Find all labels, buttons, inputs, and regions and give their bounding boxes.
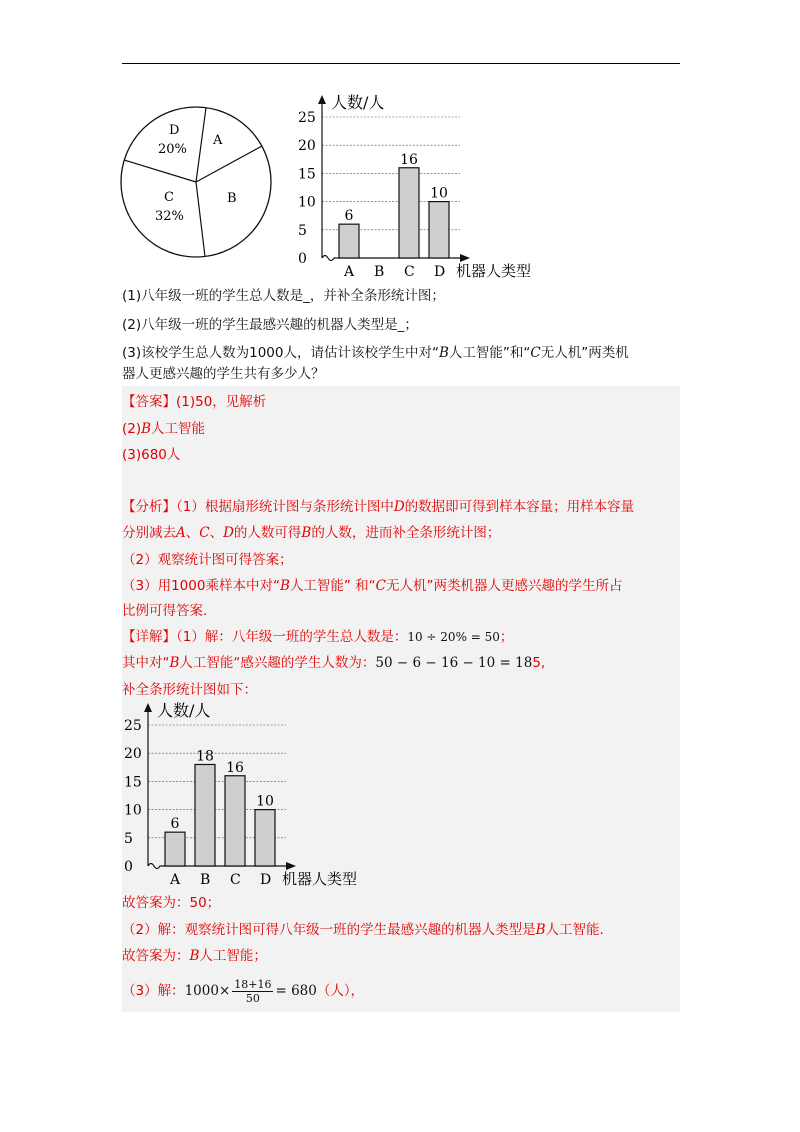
y-tick-label: 20 [124, 746, 142, 763]
analysis-line-3: （2）观察统计图可得答案； [122, 552, 293, 568]
detail-line-7: （3）解：1000× $\frac{18+16}{50}$ = 680（人）， [122, 977, 365, 1005]
y-axis-arrow [144, 703, 152, 712]
bar-value-label: 10 [430, 185, 448, 202]
question-1: (1)八年级一班的学生总人数是_，并补全条形统计图； [122, 288, 445, 304]
x-tick-label: B [200, 872, 211, 888]
y-axis-arrow [318, 95, 326, 104]
bar [225, 776, 245, 866]
y-tick-label: 15 [298, 166, 316, 183]
x-tick-label: C [404, 264, 415, 280]
bar-chart-1 [294, 90, 554, 280]
y-tick-label: 0 [124, 859, 133, 875]
x-tick-label: A [170, 872, 181, 888]
bar-value-label: 16 [400, 151, 418, 168]
detail-line-6: 故答案为：B人工智能； [122, 948, 267, 964]
fraction: $\frac{18+16}{50}$ [234, 977, 272, 1005]
answer-2: (2)B人工智能 [122, 421, 206, 437]
pie-label-b: B [227, 191, 237, 206]
bar-value-label: 18 [196, 748, 214, 765]
y-tick-label: 5 [124, 830, 133, 847]
bar [165, 832, 185, 866]
detail-line-3: 补全条形统计图如下： [122, 682, 257, 698]
question-2: (2)八年级一班的学生最感兴趣的机器人类型是_； [122, 317, 418, 333]
bar [339, 224, 359, 258]
analysis-label: 【分析】 [122, 499, 176, 515]
pie-chart [118, 104, 274, 260]
x-tick-label: B [374, 264, 385, 280]
analysis-line-2: 分别减去A、C、D的人数可得B的人数，进而补全条形统计图； [122, 525, 501, 541]
detail-line-1: 【详解】（1）解：八年级一班的学生总人数是：10 ÷ 20% = 50； [122, 629, 514, 645]
y-tick-label: 25 [124, 718, 142, 734]
y-tick-label: 20 [298, 138, 316, 155]
detail-line-4: 故答案为：50； [122, 895, 221, 911]
y-axis-title: 人数/人 [331, 93, 385, 112]
bar [195, 764, 215, 866]
bar-value-label: 10 [256, 793, 274, 810]
bar-value-label: 16 [226, 759, 244, 776]
x-axis-title: 机器人类型 [282, 870, 358, 888]
pie-pct-c: 32% [155, 209, 184, 224]
bar [429, 202, 449, 258]
y-tick-label: 25 [298, 110, 316, 126]
y-tick-label: 5 [298, 222, 307, 239]
analysis-line-4: （3）用1000乘样本中对“B人工智能” 和“C无人机”两类机器人更感兴趣的学生所占 [122, 578, 623, 594]
y-axis-title: 人数/人 [157, 701, 211, 720]
pie-label-a: A [213, 133, 223, 148]
analysis-line-5: 比例可得答案. [122, 603, 208, 619]
bar-chart-2 [120, 698, 380, 890]
x-tick-label: D [434, 264, 446, 280]
x-axis-title: 机器人类型 [456, 262, 532, 280]
pie-label-c: C [164, 190, 174, 205]
x-tick-label: D [260, 872, 272, 888]
pie-pct-d: 20% [158, 142, 187, 157]
answer-label: 【答案】 [122, 394, 176, 410]
x-tick-label: A [344, 264, 355, 280]
x-axis-arrow [460, 254, 470, 262]
question-3: (3)该校学生总人数为1000人，请估计该校学生中对“B人工智能”和“C无人机”两类机 [122, 345, 629, 361]
detail-line-2: 其中对“B人工智能“感兴趣的学生人数为：50 − 6 − 16 − 10 = 185, [122, 655, 546, 671]
header-rule [122, 63, 680, 64]
answer-3: (3)680人 [122, 447, 181, 463]
answer-1: 【答案】(1)50，见解析 [122, 394, 267, 410]
analysis-line-1: 【分析】（1）根据扇形统计图与条形统计图中D的数据即可得到样本容量；用样本容量 [122, 499, 635, 515]
y-tick-label: 10 [124, 802, 142, 819]
detail-label: 【详解】 [122, 629, 176, 645]
question-3-cont: 器人更感兴趣的学生共有多少人？ [122, 366, 325, 382]
y-tick-label: 10 [298, 194, 316, 211]
y-tick-label: 0 [298, 251, 307, 267]
detail-line-5: （2）解：观察统计图可得八年级一班的学生最感兴趣的机器人类型是B人工智能. [122, 922, 604, 938]
bar [399, 168, 419, 258]
bar [255, 810, 275, 866]
bar-value-label: 6 [344, 208, 354, 225]
x-axis-arrow [286, 862, 296, 870]
bar-value-label: 6 [170, 816, 180, 833]
x-tick-label: C [230, 872, 241, 888]
y-tick-label: 15 [124, 774, 142, 791]
pie-label-d: D [169, 123, 180, 138]
